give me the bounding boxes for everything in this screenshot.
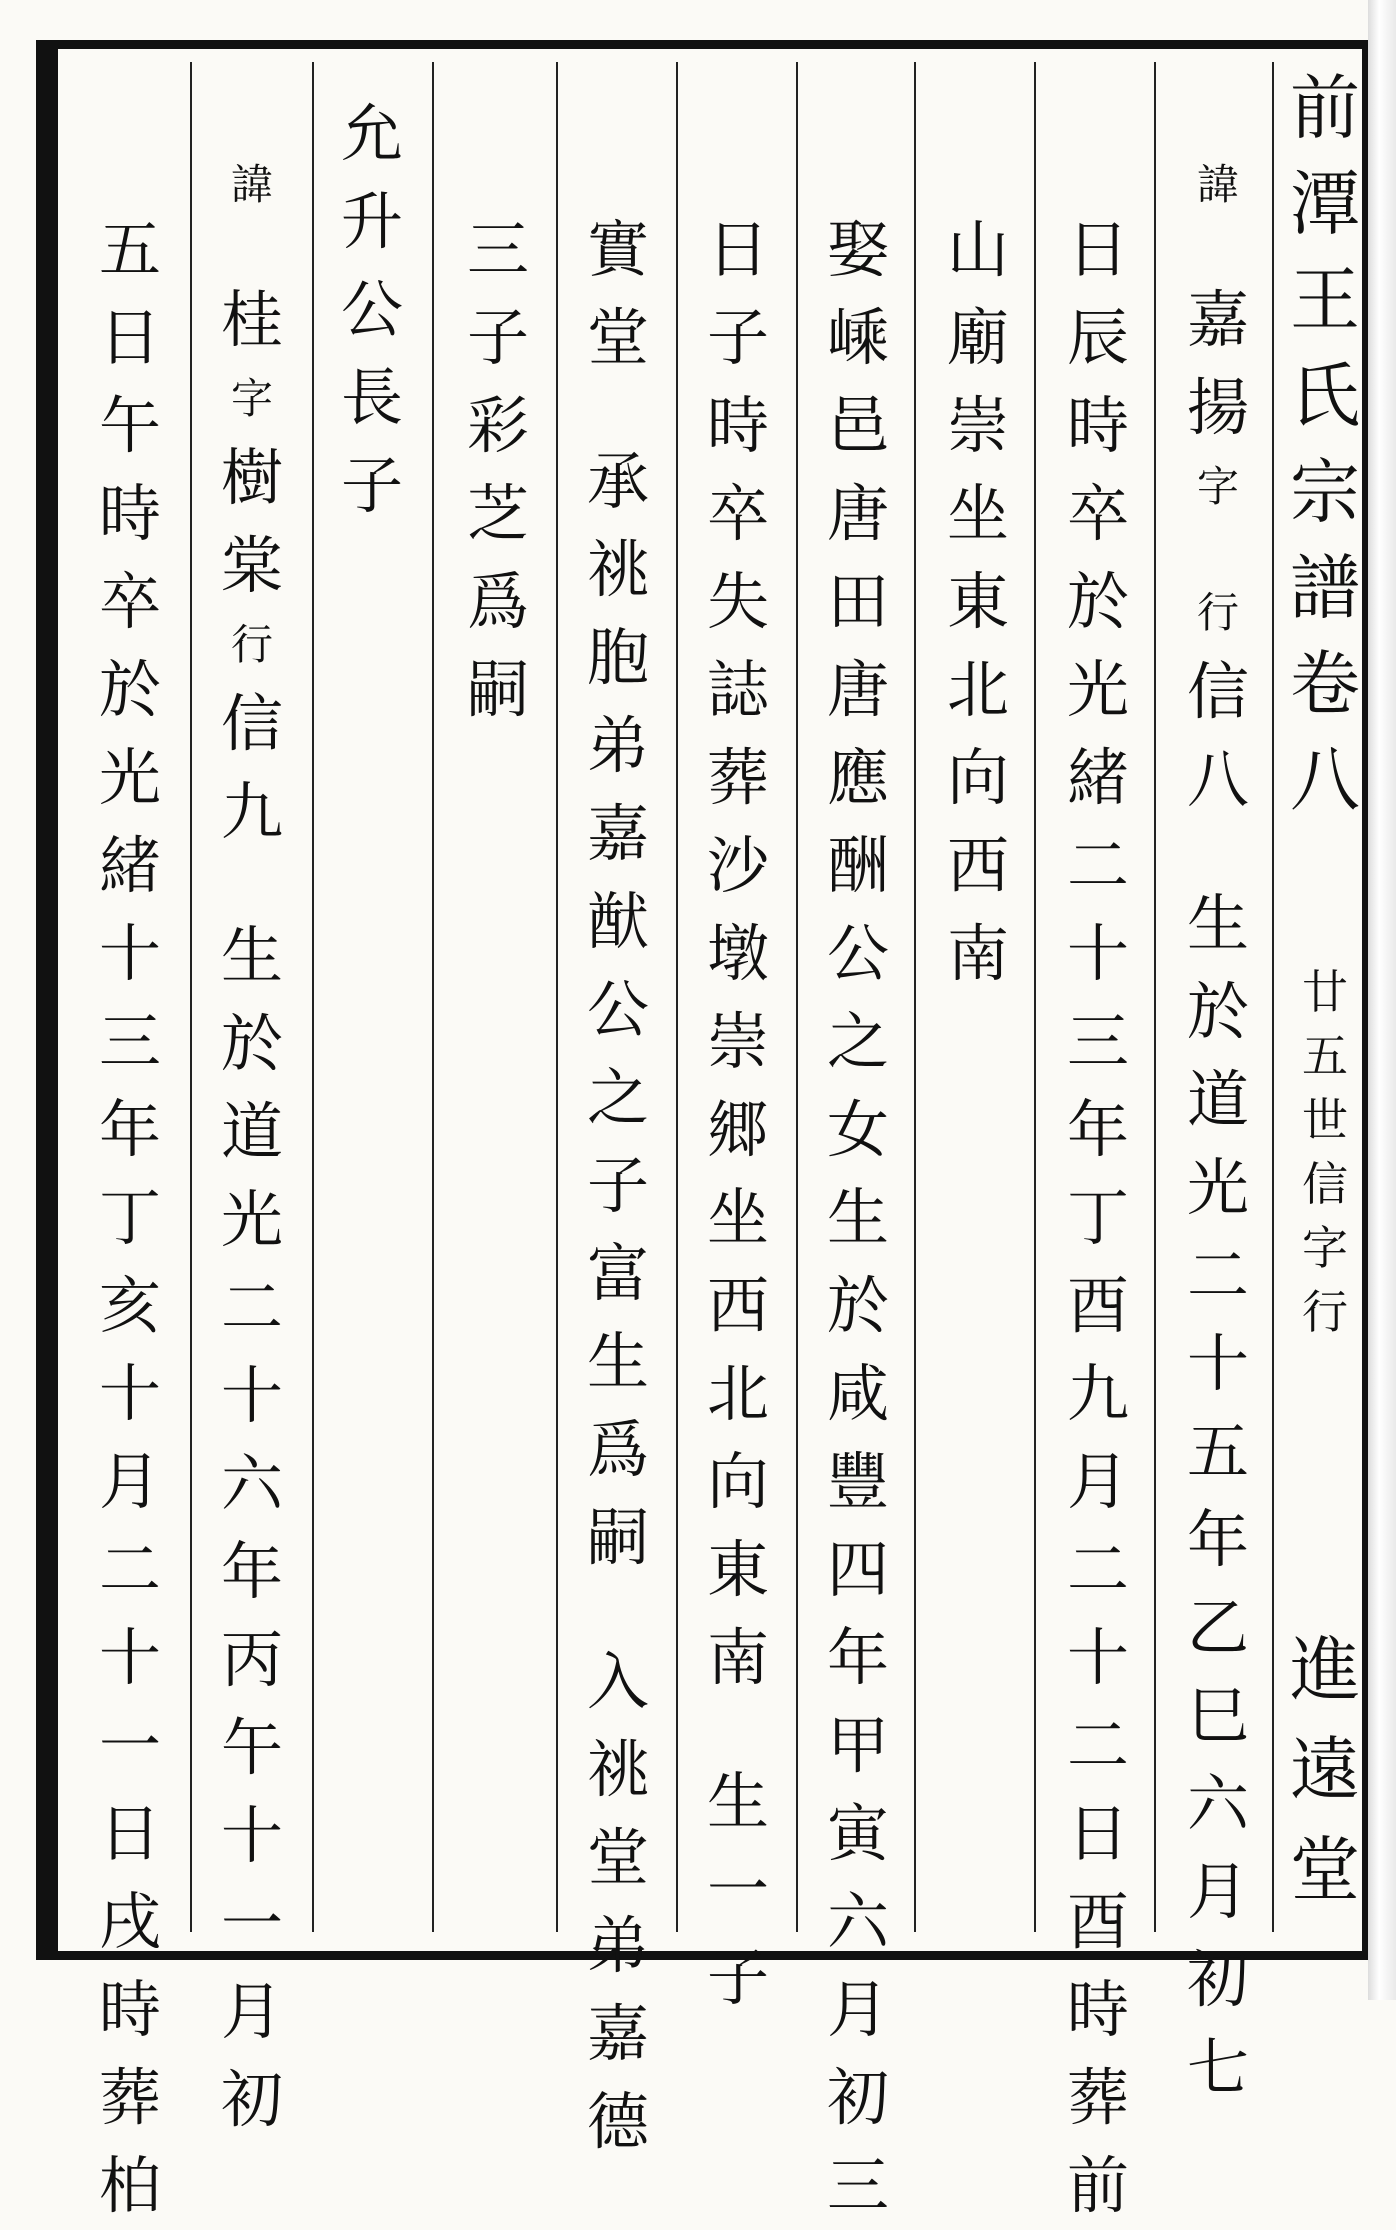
text-char: 初	[220, 2063, 283, 2136]
text-char: 初	[826, 2061, 889, 2134]
column-spacer	[1066, 150, 1130, 206]
text-char: 生	[586, 1325, 649, 1398]
text-char: 唐	[826, 477, 889, 550]
text-char: 墩	[706, 917, 769, 990]
text-char: 十	[1066, 1621, 1129, 1694]
text-column-2	[1066, 150, 1130, 2230]
text-char: 唐	[826, 653, 889, 726]
annotation-char: 行	[230, 620, 273, 669]
text-char: 於	[220, 1007, 283, 1080]
text-char: 戌	[98, 1885, 161, 1958]
text-char: 嵊	[826, 301, 889, 374]
column-spacer	[586, 150, 650, 206]
text-char: 北	[706, 1357, 769, 1430]
section-char: 廿	[1302, 965, 1348, 1019]
text-char: 道	[220, 1095, 283, 1168]
text-char: 酉	[1066, 1885, 1129, 1958]
text-column-3	[946, 150, 1010, 998]
text-char: 八	[1186, 743, 1249, 816]
text-char: 桂	[220, 283, 283, 356]
text-char: 胞	[586, 621, 649, 694]
text-char: 子	[706, 1941, 769, 2014]
hall-name	[1290, 1620, 1360, 1920]
text-char: 於	[1066, 565, 1129, 638]
text-char: 坐	[946, 477, 1009, 550]
column-rule	[432, 62, 434, 1932]
text-char: 巳	[1186, 1679, 1249, 1752]
text-char: 實	[586, 213, 649, 286]
text-char: 一	[220, 1887, 283, 1960]
text-char: 坐	[706, 1181, 769, 1254]
text-char: 允	[340, 97, 403, 170]
annotation-char: 諱	[1196, 160, 1239, 209]
book-title	[1290, 60, 1360, 828]
text-char: 年	[826, 1621, 889, 1694]
text-char: 堂	[586, 301, 649, 374]
text-char: 十	[1066, 917, 1129, 990]
text-char: 六	[826, 1885, 889, 1958]
text-char: 子	[340, 449, 403, 522]
text-char: 十	[220, 1359, 283, 1432]
text-char: 卒	[1066, 477, 1129, 550]
title-char: 王	[1290, 259, 1360, 341]
text-char: 弟	[586, 1909, 649, 1982]
column-spacer	[706, 150, 770, 206]
text-char: 子	[466, 301, 529, 374]
text-char: 生	[220, 919, 283, 992]
column-spacer	[946, 150, 1010, 206]
text-char: 葬	[98, 2061, 161, 2134]
text-char: 十	[1186, 1327, 1249, 1400]
text-char: 時	[98, 1973, 161, 2046]
text-char: 咸	[826, 1357, 889, 1430]
text-char: 七	[1186, 2031, 1249, 2104]
text-char: 生	[1186, 887, 1249, 960]
text-char: 祧	[586, 533, 649, 606]
text-char: 公	[340, 273, 403, 346]
text-char: 失	[706, 565, 769, 638]
title-char: 譜	[1290, 547, 1360, 629]
text-char: 光	[220, 1183, 283, 1256]
annotation-char: 諱	[230, 160, 273, 209]
text-char: 二	[1066, 829, 1129, 902]
section-char: 信	[1302, 1157, 1348, 1211]
text-char: 光	[1066, 653, 1129, 726]
text-char: 乙	[1186, 1591, 1249, 1664]
text-char: 初	[1186, 1943, 1249, 2016]
text-char: 廟	[946, 301, 1009, 374]
column-rule	[312, 62, 314, 1932]
text-char: 西	[706, 1269, 769, 1342]
column-spacer	[220, 856, 284, 912]
text-char: 酬	[826, 829, 889, 902]
text-char: 卒	[706, 477, 769, 550]
annotation-char: 字	[230, 374, 273, 423]
column-rule	[556, 62, 558, 1932]
text-char: 承	[586, 445, 649, 518]
text-column-6	[586, 150, 650, 2166]
text-char: 年	[1066, 1093, 1129, 1166]
text-char: 寅	[826, 1797, 889, 1870]
text-char: 時	[1066, 1973, 1129, 2046]
text-char: 時	[1066, 389, 1129, 462]
column-rule	[1154, 62, 1156, 1932]
text-char: 長	[340, 361, 403, 434]
text-char: 誌	[706, 653, 769, 726]
text-char: 丙	[220, 1623, 283, 1696]
title-char: 卷	[1290, 643, 1360, 725]
hall-char: 堂	[1290, 1829, 1360, 1911]
text-char: 亥	[98, 1269, 161, 1342]
title-char: 八	[1290, 739, 1360, 821]
column-spacer	[1186, 220, 1250, 276]
text-char: 年	[1186, 1503, 1249, 1576]
column-spacer	[98, 150, 162, 206]
column-spacer	[1186, 522, 1250, 578]
text-char: 日	[1066, 1797, 1129, 1870]
column-spacer	[586, 1582, 650, 1638]
text-char: 酉	[1066, 1269, 1129, 1342]
text-char: 子	[586, 1149, 649, 1222]
text-char: 四	[826, 1533, 889, 1606]
text-column-9	[220, 150, 284, 2144]
text-char: 柏	[98, 2149, 161, 2222]
column-rule	[796, 62, 798, 1932]
text-char: 信	[220, 687, 283, 760]
text-char: 卒	[98, 565, 161, 638]
text-char: 葬	[706, 741, 769, 814]
text-char: 五	[98, 213, 161, 286]
text-char: 九	[1066, 1357, 1129, 1430]
text-char: 信	[1186, 655, 1249, 728]
text-char: 應	[826, 741, 889, 814]
text-char: 十	[220, 1799, 283, 1872]
text-char: 一	[98, 1709, 161, 1782]
text-char: 嘉	[1186, 283, 1249, 356]
text-char: 邑	[826, 389, 889, 462]
text-char: 三	[1066, 1005, 1129, 1078]
text-char: 彩	[466, 389, 529, 462]
text-char: 猷	[586, 885, 649, 958]
text-char: 公	[826, 917, 889, 990]
column-rule	[1034, 62, 1036, 1932]
text-char: 東	[946, 565, 1009, 638]
text-char: 嗣	[466, 653, 529, 726]
text-char: 豐	[826, 1445, 889, 1518]
text-char: 向	[946, 741, 1009, 814]
text-char: 南	[946, 917, 1009, 990]
text-char: 午	[220, 1711, 283, 1784]
text-column-4	[826, 150, 890, 2230]
text-char: 日	[98, 301, 161, 374]
text-char: 德	[586, 2085, 649, 2158]
text-char: 二	[1186, 1239, 1249, 1312]
column-spacer	[826, 150, 890, 206]
text-char: 十	[98, 1621, 161, 1694]
text-char: 二	[220, 1271, 283, 1344]
text-char: 緒	[1066, 741, 1129, 814]
text-column-8	[340, 90, 404, 530]
text-char: 田	[826, 565, 889, 638]
text-char: 生	[706, 1765, 769, 1838]
column-spacer	[586, 382, 650, 438]
text-char: 子	[706, 301, 769, 374]
text-char: 月	[98, 1445, 161, 1518]
column-rule	[1272, 62, 1274, 1932]
column-spacer	[466, 150, 530, 206]
text-char: 公	[586, 973, 649, 1046]
page-edge	[1368, 0, 1396, 2000]
text-char: 光	[1186, 1151, 1249, 1224]
text-char: 時	[706, 389, 769, 462]
text-char: 六	[1186, 1767, 1249, 1840]
text-char: 甲	[826, 1709, 889, 1782]
text-char: 沙	[706, 829, 769, 902]
text-char: 三	[826, 2149, 889, 2222]
text-char: 月	[1186, 1855, 1249, 1928]
text-char: 山	[946, 213, 1009, 286]
text-char: 緒	[98, 829, 161, 902]
section-char: 字	[1302, 1221, 1348, 1275]
column-spacer	[1186, 824, 1250, 880]
text-char: 丁	[98, 1181, 161, 1254]
text-char: 郷	[706, 1093, 769, 1166]
text-char: 光	[98, 741, 161, 814]
text-char: 嗣	[586, 1501, 649, 1574]
text-char: 芝	[466, 477, 529, 550]
text-char: 辰	[1066, 301, 1129, 374]
text-char: 丁	[1066, 1181, 1129, 1254]
text-char: 東	[706, 1533, 769, 1606]
text-char: 崇	[706, 1005, 769, 1078]
text-char: 女	[826, 1093, 889, 1166]
text-char: 爲	[466, 565, 529, 638]
section-label	[1290, 960, 1360, 1344]
text-char: 之	[586, 1061, 649, 1134]
text-char: 二	[1066, 1533, 1129, 1606]
column-rule	[676, 62, 678, 1932]
text-char: 十	[98, 917, 161, 990]
text-char: 月	[220, 1975, 283, 2048]
title-char: 潭	[1290, 163, 1360, 245]
title-char: 宗	[1290, 451, 1360, 533]
text-char: 向	[706, 1445, 769, 1518]
text-char: 之	[826, 1005, 889, 1078]
text-column-5	[706, 150, 770, 2022]
text-char: 祧	[586, 1733, 649, 1806]
column-spacer	[706, 1702, 770, 1758]
text-char: 一	[706, 1853, 769, 1926]
hall-char: 遠	[1290, 1729, 1360, 1811]
text-char: 十	[98, 1357, 161, 1430]
text-char: 棠	[220, 529, 283, 602]
text-char: 二	[98, 1533, 161, 1606]
text-char: 九	[220, 775, 283, 848]
text-char: 於	[826, 1269, 889, 1342]
text-char: 於	[1186, 975, 1249, 1048]
text-char: 堂	[586, 1821, 649, 1894]
text-char: 年	[98, 1093, 161, 1166]
text-char: 前	[1066, 2149, 1129, 2222]
text-char: 爲	[586, 1413, 649, 1486]
section-char: 五	[1302, 1029, 1348, 1083]
text-char: 生	[826, 1181, 889, 1254]
text-char: 西	[946, 829, 1009, 902]
text-char: 升	[340, 185, 403, 258]
text-column-7	[466, 150, 530, 734]
text-char: 樹	[220, 441, 283, 514]
text-column-10	[98, 150, 162, 2230]
text-char: 三	[98, 1005, 161, 1078]
text-char: 弟	[586, 709, 649, 782]
text-char: 入	[586, 1645, 649, 1718]
column-rule	[914, 62, 916, 1932]
text-char: 日	[98, 1797, 161, 1870]
text-char: 於	[98, 653, 161, 726]
text-char: 五	[1186, 1415, 1249, 1488]
annotation-char: 行	[1196, 588, 1239, 637]
text-char: 三	[466, 213, 529, 286]
text-char: 月	[1066, 1445, 1129, 1518]
text-char: 時	[98, 477, 161, 550]
column-spacer	[220, 220, 284, 276]
text-char: 日	[706, 213, 769, 286]
title-char: 前	[1290, 67, 1360, 149]
text-char: 二	[1066, 1709, 1129, 1782]
text-char: 葬	[1066, 2061, 1129, 2134]
text-char: 揚	[1186, 371, 1249, 444]
text-char: 六	[220, 1447, 283, 1520]
text-char: 道	[1186, 1063, 1249, 1136]
column-rule	[190, 62, 192, 1932]
section-char: 行	[1302, 1285, 1348, 1339]
text-char: 嘉	[586, 1997, 649, 2070]
title-char: 氏	[1290, 355, 1360, 437]
text-char: 北	[946, 653, 1009, 726]
text-char: 娶	[826, 213, 889, 286]
text-char: 崇	[946, 389, 1009, 462]
section-char: 世	[1302, 1093, 1348, 1147]
text-char: 月	[826, 1973, 889, 2046]
text-char: 嘉	[586, 797, 649, 870]
text-char: 富	[586, 1237, 649, 1310]
text-char: 日	[1066, 213, 1129, 286]
text-char: 年	[220, 1535, 283, 1608]
text-char: 午	[98, 389, 161, 462]
text-char: 南	[706, 1621, 769, 1694]
annotation-char: 字	[1196, 462, 1239, 511]
hall-char: 進	[1290, 1629, 1360, 1711]
text-column-1	[1186, 150, 1250, 2112]
